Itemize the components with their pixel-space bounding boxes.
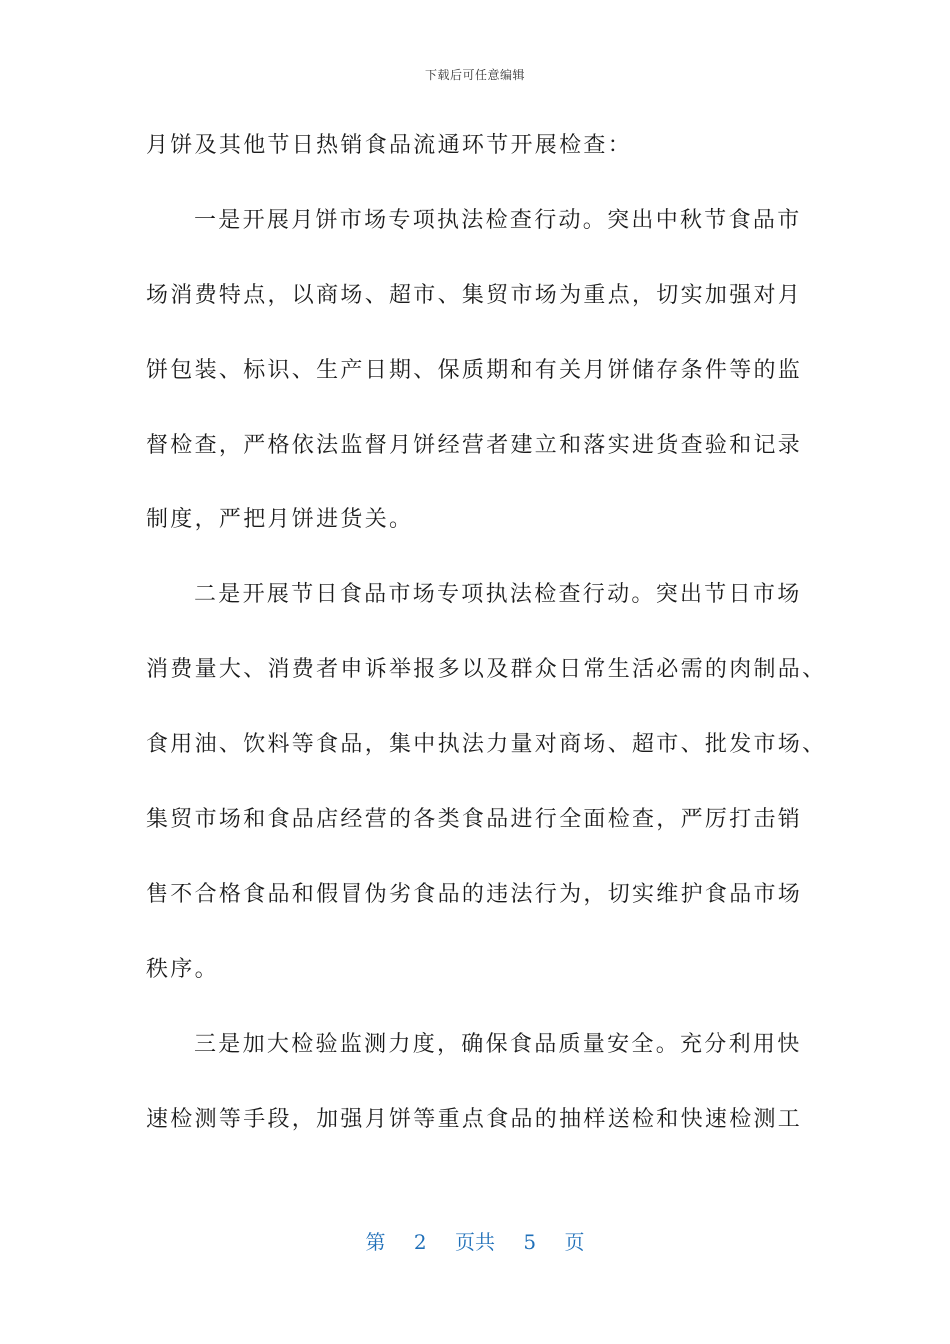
page-footer (0, 1226, 950, 1255)
paragraph-start-line: 一是开展月饼市场专项执法检查行动。突出中秋节食品市 (194, 207, 802, 233)
text-line: 消费量大、消费者申诉举报多以及群众日常生活必需的肉制品、 (146, 657, 827, 683)
current-page-number: 2 (413, 1230, 427, 1254)
text-line: 月饼及其他节日热销食品流通环节开展检查： (146, 133, 633, 158)
text-line: 售不合格食品和假冒伪劣食品的违法行为，切实维护食品市场 (146, 881, 803, 907)
paragraph-start-line: 二是开展节日食品市场专项执法检查行动。突出节日市场 (194, 582, 802, 608)
text-line: 场消费特点，以商场、超市、集贸市场为重点，切实加强对月 (146, 282, 803, 308)
text-line: 制度，严把月饼进货关。 (146, 507, 414, 533)
page-header: 下载后可任意编辑 (424, 68, 525, 82)
total-pages-number: 5 (523, 1230, 537, 1254)
text-line: 饼包装、标识、生产日期、保质期和有关月饼储存条件等的监 (146, 357, 803, 383)
text-line: 集贸市场和食品店经营的各类食品进行全面检查，严厉打击销 (146, 807, 803, 833)
footer-prefix: 第 (365, 1230, 386, 1254)
text-line: 速检测等手段，加强月饼等重点食品的抽样送检和快速检测工 (146, 1106, 803, 1132)
text-line: 秩序。 (146, 956, 219, 982)
document-body (146, 122, 827, 1170)
text-line: 督检查，严格依法监督月饼经营者建立和落实进货查验和记录 (146, 432, 803, 458)
paragraph-start-line: 三是加大检验监测力度，确保食品质量安全。充分利用快 (194, 1031, 802, 1057)
footer-middle: 页共 (455, 1230, 495, 1254)
footer-suffix: 页 (564, 1230, 585, 1254)
text-line: 食用油、饮料等食品，集中执法力量对商场、超市、批发市场、 (146, 732, 827, 758)
